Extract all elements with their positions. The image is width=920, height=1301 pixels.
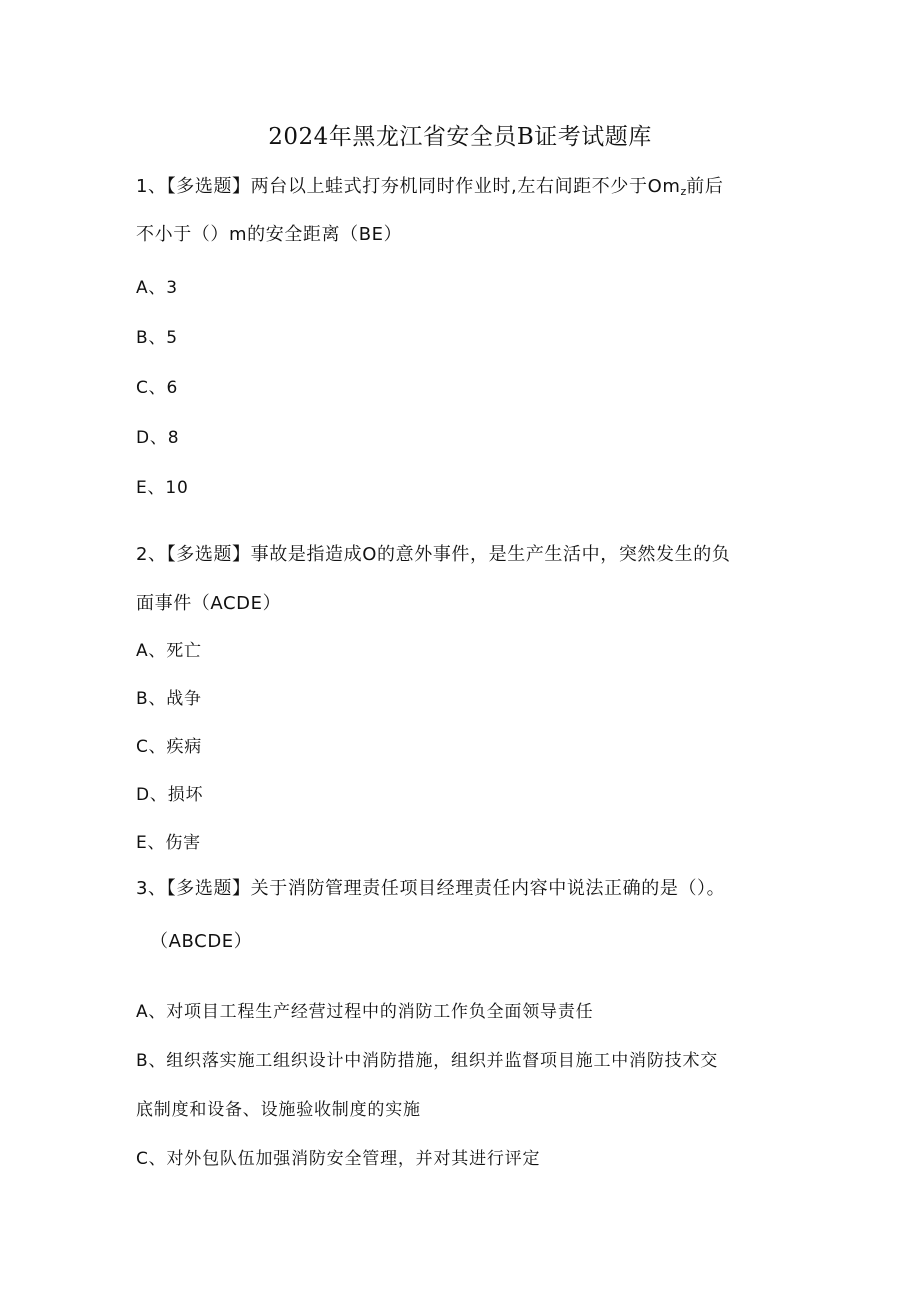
question-3-option-b: B、组织落实施工组织设计中消防措施，组织并监督项目施工中消防技术交	[136, 1051, 719, 1071]
question-1-stem-tail: 前后	[686, 176, 724, 197]
question-1-option-b: B、5	[136, 328, 178, 348]
question-2-option-c: C、疾病	[136, 737, 203, 757]
question-1-option-d: D、8	[136, 428, 180, 448]
question-3-option-b-continued: 底制度和设备、设施验收制度的实施	[136, 1100, 421, 1120]
question-1-option-a: A、3	[136, 278, 178, 298]
document-title: 2024年黑龙江省安全员B证考试题库	[268, 124, 652, 150]
question-1-stem-line-1	[136, 174, 723, 205]
question-1-stem-line-2: 不小于（）m的安全距离（BE）	[136, 224, 403, 245]
question-3-option-c: C、对外包队伍加强消防安全管理，并对其进行评定	[136, 1149, 541, 1169]
question-2-stem-line-1: 2、【多选题】事故是指造成O的意外事件，是生产生活中，突然发生的负	[136, 544, 731, 565]
question-2-option-a: A、死亡	[136, 641, 202, 661]
question-1-subscript: z	[680, 185, 687, 198]
question-1-stem-text: 1、【多选题】两台以上蛙式打夯机同时作业时,左右间距不少于Om	[136, 176, 681, 197]
question-3-option-a: A、对项目工程生产经营过程中的消防工作负全面领导责任	[136, 1002, 594, 1022]
question-1-option-c: C、6	[136, 378, 179, 398]
question-3-stem-line-2: （ABCDE）	[150, 931, 253, 952]
question-1-option-e: E、10	[136, 478, 189, 498]
question-2-stem-line-2: 面事件（ACDE）	[136, 593, 282, 614]
question-2-option-d: D、损坏	[136, 785, 204, 805]
question-2-option-b: B、战争	[136, 689, 202, 709]
question-2-option-e: E、伤害	[136, 833, 201, 853]
question-3-stem-line-1: 3、【多选题】关于消防管理责任项目经理责任内容中说法正确的是（）。	[136, 878, 726, 899]
